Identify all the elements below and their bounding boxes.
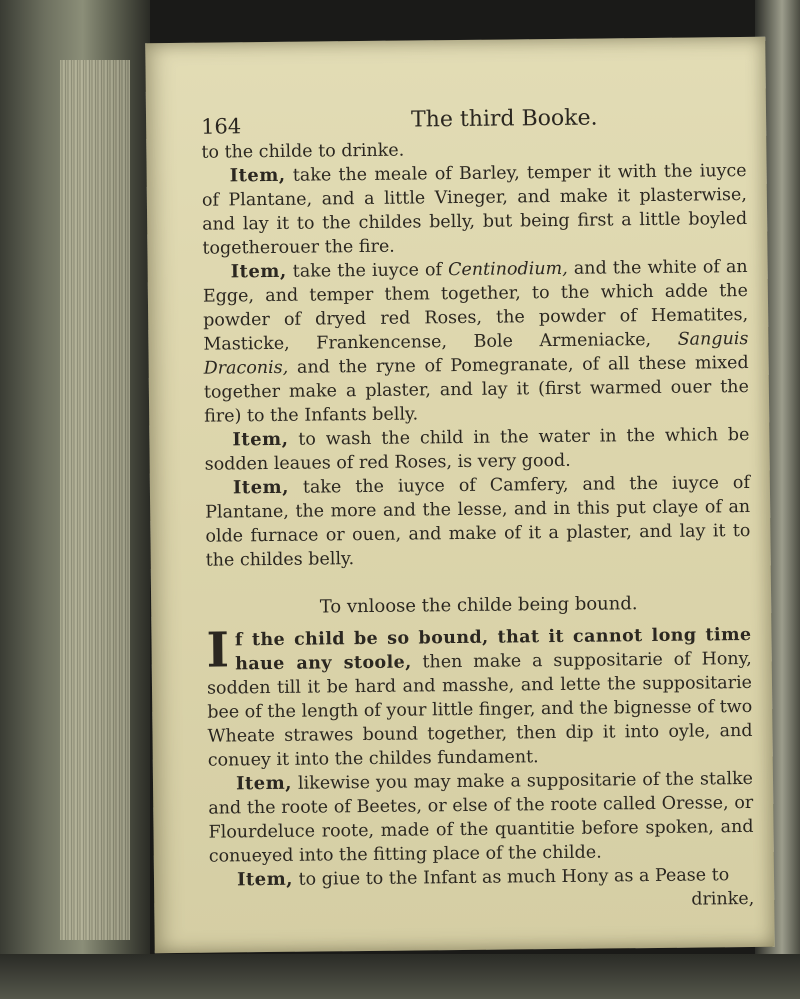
blackletter-lead: f the child be so bound, that it cannot long time haue any stoole, <box>234 624 752 675</box>
paragraph-text: likewise you may make a suppositarie of the stalke and the roote of Beetes, or else of the roote called Oresse, or Flourdeluce roote, made of the quantitie before spoken, and conueyed into the fitting place of the childe. <box>208 768 754 867</box>
section-heading: To vnloose the childe being bound. <box>319 593 638 618</box>
page-number: 164 <box>201 114 242 139</box>
book-edge-bottom <box>0 954 800 999</box>
paragraph-text: to the childe to drinke. <box>201 140 405 163</box>
italic-term: Sanguis Draconis, <box>203 328 749 379</box>
item-marker: Item, <box>232 428 289 451</box>
book-spine-left <box>0 0 150 999</box>
paragraph-item-1 <box>202 159 748 261</box>
paragraph-text: take the iuyce of Camfery, and the iuyce of Plantane, the more and the lesse, and in this put claye of an olde furnace or ouen, and make of it a plaster, and lay it to the childes belly. <box>205 472 751 571</box>
paragraph-item-4 <box>205 471 751 573</box>
item-marker: Item, <box>229 164 286 187</box>
paragraph-dropcap <box>206 623 752 773</box>
italic-term: Centinodium, <box>447 258 568 281</box>
paragraph-text: to giue to the Infant as much Hony as a Pease to <box>292 865 730 890</box>
paragraph-item-3 <box>204 423 749 477</box>
paragraph-text: take the iuyce of <box>286 260 449 282</box>
paragraph-text: take the meale of Barley, temper it with the iuyce of Plantane, and a little Vineger, and make it plasterwise, and lay it to the childes belly, but being first a little boyled togetherouer the fire. <box>201 160 748 259</box>
paragraph-text: and the white of an Egge, and temper them together, to the which adde the powder of dryed red Roses, the powder of Hematites, Masticke, Frankencense, Bole Armeniacke, <box>202 256 749 355</box>
page-content <box>201 105 755 934</box>
item-marker: Item, <box>232 476 290 499</box>
page-header <box>201 105 746 141</box>
item-marker: Item, <box>235 772 293 795</box>
item-marker: Item, <box>236 868 294 891</box>
page-edges <box>60 60 130 940</box>
item-marker: Item, <box>230 260 287 283</box>
paragraph-text: then make a suppositarie of Hony, sodden till it be hard and masshe, and lette the suppositarie bee of the length of your little finger, and the bignesse of two Wheate strawes bound together, then dip it into oyle, and conuey it into the childes fundament. <box>206 648 753 771</box>
book-page <box>145 37 774 953</box>
running-title: The third Booke. <box>410 105 598 133</box>
paragraph-item-5 <box>208 767 754 869</box>
paragraph-item-2 <box>203 255 750 429</box>
drop-cap: I <box>206 622 230 679</box>
paragraph-text: to wash the child in the water in the which be sodden leaues of red Roses, is very good. <box>204 424 750 475</box>
paragraph-text: and the ryne of Pomegranate, of all these mixed together make a plaster, and lay it (first warmed ouer the fire) to the Infants belly. <box>203 352 749 427</box>
catchword: drinke, <box>691 888 755 910</box>
